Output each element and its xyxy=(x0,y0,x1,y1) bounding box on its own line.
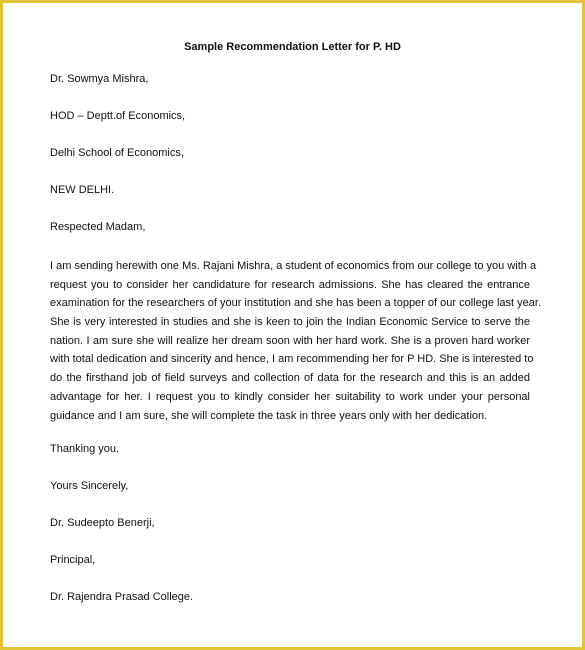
letter-title: Sample Recommendation Letter for P. HD xyxy=(184,41,401,53)
signer-name: Dr. Sudeepto Benerji, xyxy=(50,517,155,529)
body-line: with total dedication and sincerity and hence, I am recommending her for P HD. She is interested to xyxy=(50,353,534,366)
body-line: guidance and I am sure, she will complete the task in three years only with her dedication. xyxy=(50,409,488,422)
salutation: Respected Madam, xyxy=(50,221,146,233)
body-line: I am sending herewith one Ms. Rajani Mishra, a student of economics from our college to you with a xyxy=(50,260,537,272)
closing-thanks: Thanking you. xyxy=(50,443,120,455)
body-line: advantage for her. I request you to kindly consider her suitability to work under your personal xyxy=(50,390,530,403)
body-line: examination for the researchers of your institution and she has been a topper of our college last year. xyxy=(50,297,542,310)
letter-body xyxy=(50,257,542,425)
signer-institution: Dr. Rajendra Prasad College. xyxy=(50,591,194,603)
body-line: nation. I am sure she will realize her dream soon with her hard work. She is a proven hard worker xyxy=(50,334,530,347)
body-line: do the firsthand job of field surveys and collection of data for the research and this is an added xyxy=(50,372,530,385)
recipient-position: HOD – Deptt.of Economics, xyxy=(50,110,186,122)
body-line: request you to consider her candidature for research admissions. She has cleared the entrance xyxy=(50,278,530,291)
recipient-name: Dr. Sowmya Mishra, xyxy=(50,73,149,85)
recipient-institution: Delhi School of Economics, xyxy=(50,147,184,159)
closing-sign-off: Yours Sincerely, xyxy=(50,480,129,492)
signer-title: Principal, xyxy=(50,554,96,566)
body-line: She is very interested in studies and she is keen to join the Indian Economic Service to serve the xyxy=(50,316,530,329)
recipient-city: NEW DELHI. xyxy=(50,184,115,196)
